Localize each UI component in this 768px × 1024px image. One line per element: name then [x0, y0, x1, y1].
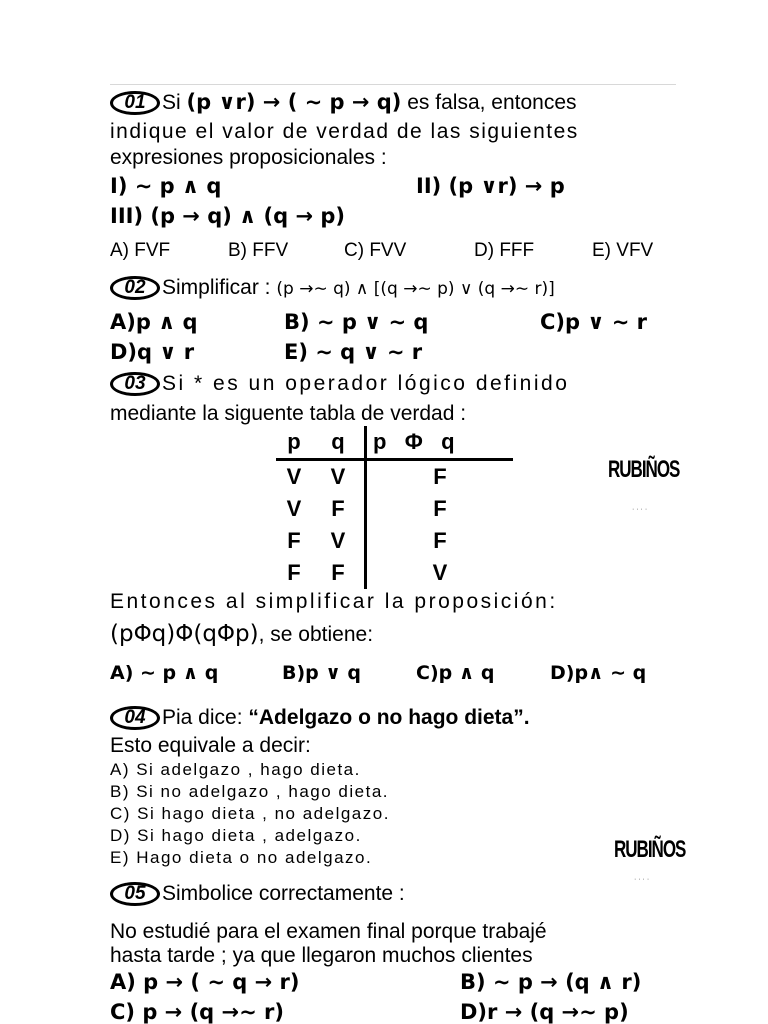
watermark-dots: · · · · [632, 506, 648, 513]
cell-result: F [366, 460, 514, 494]
q5-option-b: B) ∼ p → (q ∧ r) [460, 970, 642, 994]
truth-table-row [276, 460, 513, 494]
q1-number-badge: 01 [110, 91, 160, 115]
q5-option-a: A) p → ( ∼ q → r) [110, 970, 300, 994]
q3-number-badge: 03 [110, 372, 160, 396]
q1-expr-i: I) ∼ p ∧ q [110, 174, 222, 198]
q2-formula: (p →∼ q) ∧ [(q →∼ p) ∨ (q →∼ r)] [276, 279, 555, 299]
cell-q: V [330, 528, 346, 553]
q4-intro: Pia dice: [162, 706, 243, 729]
q3-line1 [110, 372, 569, 396]
q3-option-b: B)p ∨ q [282, 662, 362, 684]
truth-table-row [276, 557, 513, 589]
truth-table-row [276, 525, 513, 557]
q3-option-a: A) ∼ p ∧ q [110, 662, 219, 684]
header-p-phi-q: p Φ q [366, 426, 514, 460]
header-p: p [276, 426, 312, 460]
q1-line3: expresiones proposicionales : [110, 146, 387, 169]
q2-option-b: B) ∼ p ∨ ∼ q [284, 310, 429, 334]
q3-formula-tail: , se obtiene: [258, 623, 374, 646]
truth-table-row [276, 493, 513, 525]
q4-option-b: B) Si no adelgazo , hago dieta. [110, 782, 389, 801]
q1-formula: (p ∨r) → ( ∼ p → q) [186, 90, 402, 114]
header-q: q [312, 426, 366, 460]
q1-expr-iii: III) (p → q) ∧ (q → p) [110, 204, 345, 228]
truth-table-header [276, 426, 513, 460]
q4-line1 [110, 706, 530, 730]
truth-table [276, 426, 513, 589]
q4-line2: Esto equivale a decir: [110, 734, 311, 757]
q4-quote: “Adelgazo o no hago dieta”. [248, 706, 530, 729]
q3-option-c: C)p ∧ q [416, 662, 495, 684]
q2-option-a: A)p ∧ q [110, 310, 198, 334]
q5-number-badge: 05 [110, 882, 160, 906]
cell-p: F [287, 528, 301, 553]
q3-line2: mediante la siguente tabla de verdad : [110, 402, 467, 425]
q5-option-c: C) p → (q →∼ r) [110, 1000, 284, 1024]
q5-option-d: D)r → (q →∼ p) [460, 1000, 629, 1024]
q1-option-c: C) FVV [344, 240, 407, 261]
q1-option-a: A) FVF [110, 240, 171, 261]
q4-option-c: C) Si hago dieta , no adelgazo. [110, 804, 390, 823]
top-rule [110, 84, 676, 85]
q5-sentence-line2: hasta tarde ; ya que llegaron muchos clientes [110, 944, 533, 967]
q2-line [110, 276, 555, 301]
q4-option-e: E) Hago dieta o no adelgazo. [110, 848, 373, 867]
cell-result: V [366, 557, 514, 589]
cell-q: F [331, 560, 345, 585]
q3-formula-line [110, 622, 373, 647]
q1-option-e: E) VFV [592, 240, 654, 261]
cell-p: V [286, 496, 302, 521]
q2-option-d: D)q ∨ r [110, 340, 195, 364]
q1-tail: es falsa, entonces [407, 91, 577, 114]
q3-intro: Si * es un operador lógico definido [162, 372, 570, 395]
q5-line1 [110, 882, 405, 906]
cell-p: V [286, 464, 302, 489]
watermark-dots: · · · · [634, 876, 650, 883]
q2-label: Simplificar : [162, 276, 271, 299]
q3-option-d: D)p∧ ∼ q [550, 662, 647, 684]
watermark-logo: RUBIÑOS [614, 836, 686, 863]
q3-formula: (pΦq)Φ(qΦp) [110, 621, 259, 647]
cell-result: F [366, 493, 514, 525]
q2-option-e: E) ∼ q ∨ ∼ r [284, 340, 423, 364]
q4-number-badge: 04 [110, 706, 160, 730]
q1-option-d: D) FFF [474, 240, 535, 261]
cell-q: V [330, 464, 346, 489]
q1-option-b: B) FFV [228, 240, 289, 261]
cell-p: F [287, 560, 301, 585]
watermark-logo: RUBIÑOS [608, 456, 680, 483]
cell-q: F [331, 496, 345, 521]
q5-sentence-line1: No estudié para el examen final porque trabajé [110, 920, 547, 943]
q4-option-d: D) Si hago dieta , adelgazo. [110, 826, 362, 845]
q2-number-badge: 02 [110, 276, 160, 300]
q1-line1 [110, 90, 577, 115]
q3-line3: Entonces al simplificar la proposición: [110, 590, 558, 613]
q1-intro: Si [162, 91, 181, 114]
q4-option-a: A) Si adelgazo , hago dieta. [110, 760, 361, 779]
q1-line2: indique el valor de verdad de las siguientes [110, 120, 579, 143]
cell-result: F [366, 525, 514, 557]
q2-option-c: C)p ∨ ∼ r [540, 310, 647, 334]
q5-label: Simbolice correctamente : [162, 882, 405, 905]
q1-expr-ii: II) (p ∨r) → p [416, 174, 565, 198]
